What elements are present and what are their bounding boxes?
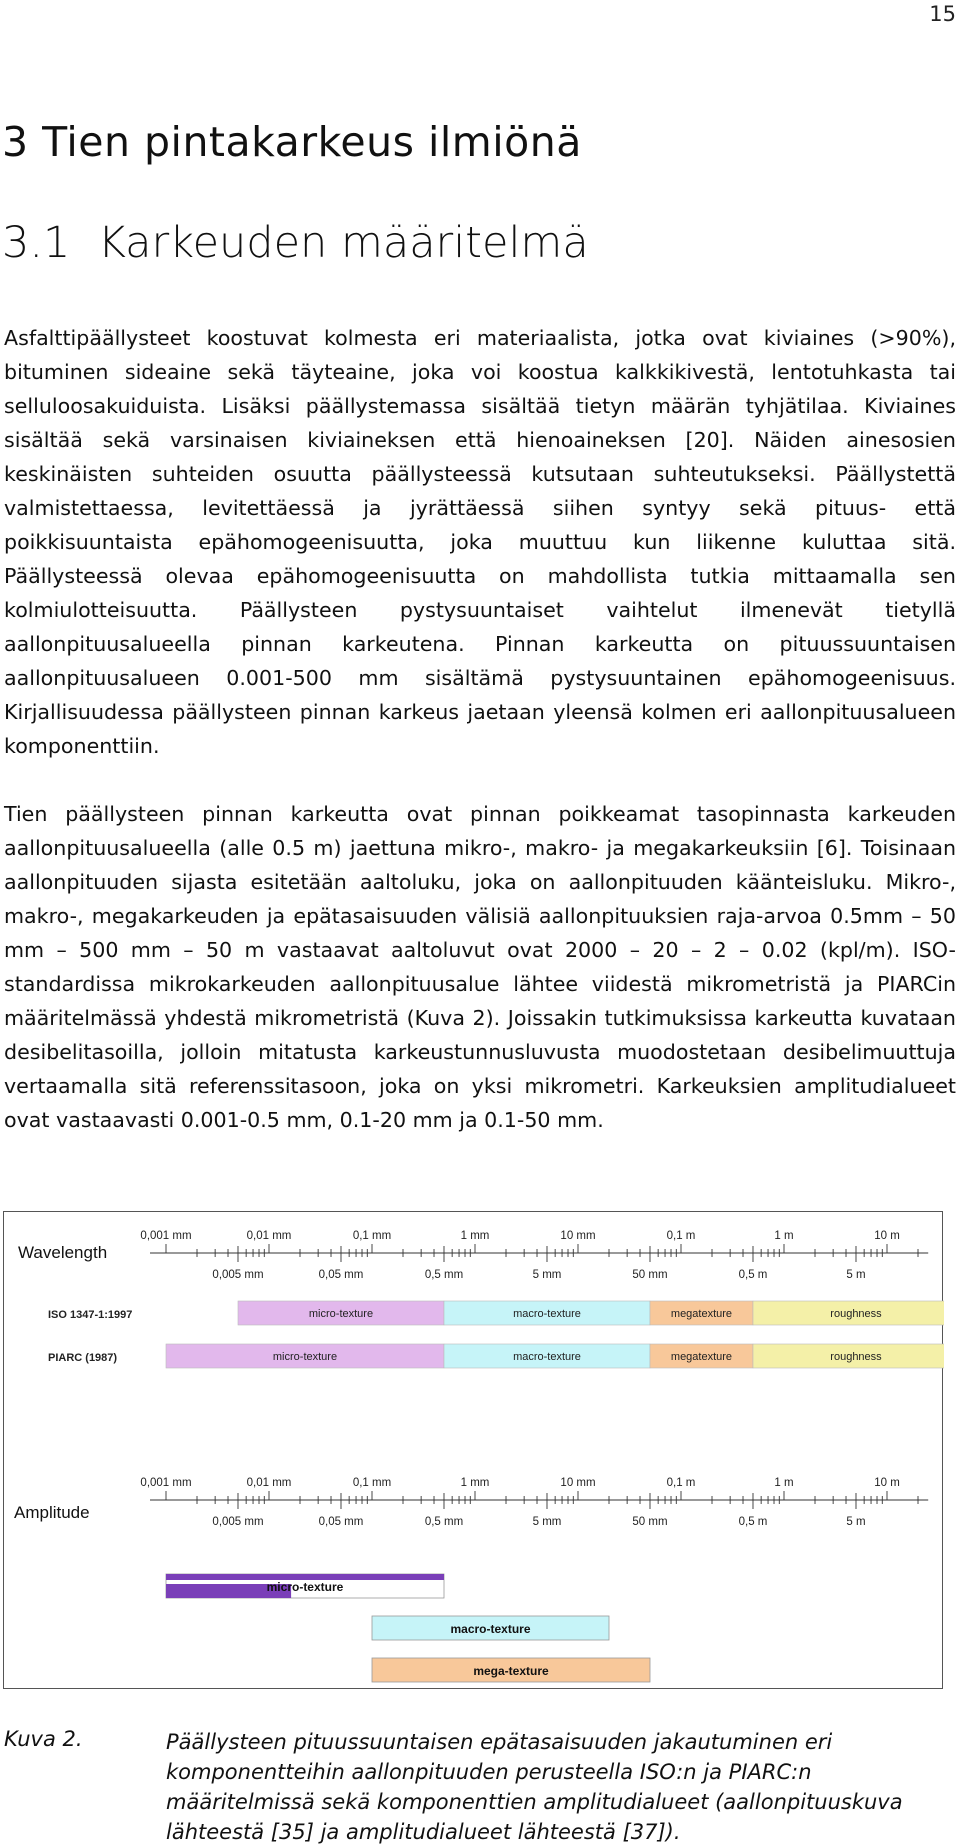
amplitude-tick-label-lower: 50 mm [632,1516,668,1528]
figure-texture-ranges [3,1211,943,1689]
wavelength-band-label: micro-texture [272,1351,338,1363]
amplitude-band-label: mega-texture [473,1664,549,1678]
wavelength-tick-label-upper: 0,01 mm [246,1230,292,1242]
wavelength-label: Wavelength [18,1243,108,1262]
section-heading [2,218,589,268]
section-number: 3.1 [2,218,71,268]
wavelength-tick-label-lower: 0,5 m [738,1269,768,1281]
wavelength-tick-label-upper: 1 mm [460,1230,490,1242]
amplitude-band-label: micro-texture [266,1580,344,1594]
amplitude-tick-label-upper: 0,1 mm [352,1477,392,1489]
amplitude-tick-label-lower: 0,05 mm [318,1516,364,1528]
wavelength-band-label: megatexture [670,1351,733,1363]
page-number: 15 [929,2,956,26]
amplitude-tick-label-upper: 0,001 mm [140,1477,192,1489]
wavelength-tick-label-lower: 0,005 mm [212,1269,264,1281]
amplitude-tick-label-upper: 1 m [774,1477,794,1489]
caption-label: Kuva 2. [4,1727,83,1751]
amplitude-tick-label-upper: 1 mm [460,1477,490,1489]
chapter-heading: 3 Tien pintakarkeus ilmiönä [2,118,582,166]
amplitude-tick-label-lower: 5 mm [532,1516,562,1528]
amplitude-tick-label-lower: 0,005 mm [212,1516,264,1528]
amplitude-tick-label-lower: 0,5 m [738,1516,768,1528]
wavelength-tick-label-lower: 0,5 mm [424,1269,464,1281]
wavelength-band-label: macro-texture [513,1308,581,1320]
amplitude-tick-label-upper: 10 m [874,1477,900,1489]
wavelength-tick-label-upper: 10 m [874,1230,900,1242]
amplitude-band-label: macro-texture [450,1622,531,1636]
wavelength-tick-label-upper: 0,001 mm [140,1230,192,1242]
wavelength-tick-label-lower: 0,05 mm [318,1269,364,1281]
section-title: Karkeuden määritelmä [97,218,589,268]
amplitude-tick-label-upper: 10 mm [560,1477,596,1489]
wavelength-row-label: ISO 1347-1:1997 [48,1309,133,1321]
amplitude-tick-label-upper: 0,01 mm [246,1477,292,1489]
wavelength-tick-label-upper: 1 m [774,1230,794,1242]
body-paragraph-1: Asfalttipäällysteet koostuvat kolmesta eri materiaalista, jotka ovat kiviaines (>90%), bituminen sideaine sekä täyteaine, joka voi koostua kalkkikivestä, lentotuhkasta tai selluloosakuiduista. Lisäksi päällystemassa sisältää tietyn määrän tyhjätilaa. Kiviaines sisältää sekä varsinaisen kiviaineksen että hienoaineksen [20]. Näiden ainesosien keskinäisten suhteiden osuutta päällysteessä kutsutaan suhteutukseksi. Päällystettä valmistettaessa, levitettäessä ja jyrättäessä siihen syntyy sekä pituus- että poikkisuuntaista epähomogeenisuutta, joka muuttuu kun liikenne kuluttaa sitä. Päällysteessä olevaa epähomogeenisuutta on mahdollista tutkia mittaamalla sen kolmiulotteisuutta. Päällysteen pystysuuntaiset vaihtelut ilmenevät tietyllä aallonpituusalueella pinnan karkeutena. Pinnan karkeutta on pituussuuntaisen aallonpituusalueen 0.001-500 mm sisältämä pystysuuntainen epähomogeenisuus. Kirjallisuudessa päällysteen pinnan karkeus jaetaan yleensä kolmen eri aallonpituusalueen komponenttiin. [4,326,956,758]
amplitude-tick-label-lower: 5 m [846,1516,866,1528]
wavelength-band-label: megatexture [670,1308,733,1320]
texture-range-diagram [4,1212,944,1690]
wavelength-band-label: macro-texture [513,1351,581,1363]
wavelength-tick-label-lower: 5 m [846,1269,866,1281]
amplitude-tick-label-upper: 0,1 m [666,1477,696,1489]
wavelength-band-label: roughness [830,1351,882,1363]
wavelength-band-label: micro-texture [308,1308,374,1320]
wavelength-tick-label-upper: 0,1 mm [352,1230,392,1242]
wavelength-tick-label-upper: 0,1 m [666,1230,696,1242]
caption-text: Päällysteen pituussuuntaisen epätasaisuuden jakautuminen eri komponentteihin aallonpituuden perusteella ISO:n ja PIARC:n määritelmissä sekä komponenttien amplitudialueet (aallonpituuskuva lähteestä [35] ja amplitudialueet lähteestä [37]). [166,1730,903,1844]
wavelength-tick-label-upper: 10 mm [560,1230,596,1242]
wavelength-tick-label-lower: 50 mm [632,1269,668,1281]
amplitude-tick-label-lower: 0,5 mm [424,1516,464,1528]
wavelength-row-label: PIARC (1987) [48,1352,118,1364]
body-paragraph-2: Tien päällysteen pinnan karkeutta ovat pinnan poikkeamat tasopinnasta karkeuden aallonpituusalueella (alle 0.5 m) jaettuna mikro-, makro- ja megakarkeuksiin [6]. Toisinaan aallonpituuden sijasta esitetään aaltoluku, joka on aallonpituuden käänteisluku. Mikro-, makro-, megakarkeuden ja epätasaisuuden välisiä aallonpituuksien raja-arvoa 0.5mm – 50 mm – 500 mm – 50 m vastaavat aaltoluvut ovat 2000 – 20 – 2 – 0.02 (kpl/m). ISO-standardissa mikrokarkeuden aallonpituusalue lähtee viidestä mikrometristä ja PIARCin määritelmässä yhdestä mikrometristä (Kuva 2). Joissakin tutkimuksissa karkeutta kuvataan desibelitasoilla, jolloin mitatusta karkeustunnusluvusta muodostetaan desibelimuuttuja vertaamalla sitä referenssitasoon, joka on yksi mikrometri. Karkeuksien amplitudialueet ovat vastaavasti 0.001-0.5 mm, 0.1-20 mm ja 0.1-50 mm. [4,802,956,1132]
wavelength-tick-label-lower: 5 mm [532,1269,562,1281]
amplitude-label: Amplitude [14,1503,90,1522]
wavelength-band-label: roughness [830,1308,882,1320]
